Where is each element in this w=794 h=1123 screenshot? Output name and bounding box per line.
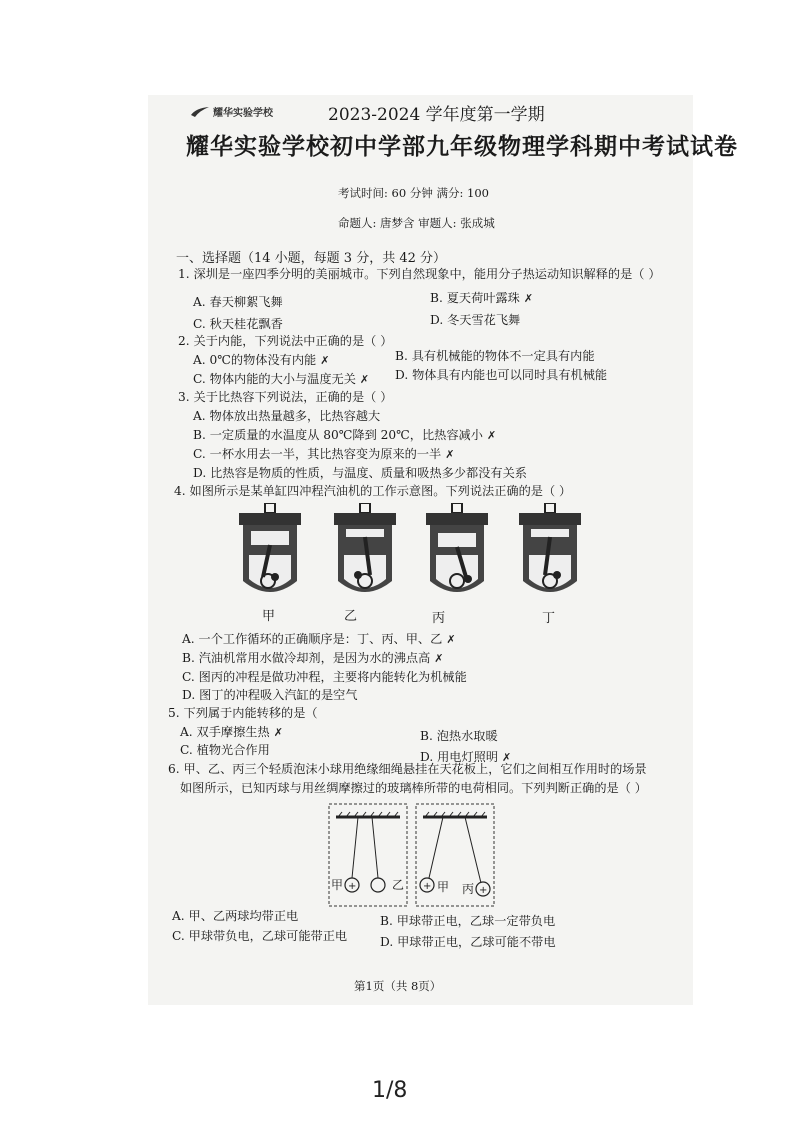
question-2-option-c: C. 物体内能的大小与温度无关 ✗ <box>193 372 370 386</box>
engine-label-ding: 丁 <box>542 611 556 626</box>
engine-label-yi: 乙 <box>344 609 358 624</box>
question-4-option-a: A. 一个工作循环的正确顺序是：丁、丙、甲、乙 ✗ <box>182 632 456 646</box>
option-text: B. 夏天荷叶露珠 <box>430 291 520 305</box>
question-5-option-d: D. 用电灯照明 ✗ <box>420 750 512 764</box>
question-6-stem-line-2: 如图所示，已知丙球与用丝绸摩擦过的玻璃棒所带的电荷相同。下列判断正确的是（ ） <box>180 781 647 795</box>
logo-text: 耀华实验学校 <box>213 108 273 119</box>
engine-diagram-bing <box>422 503 492 603</box>
exam-title: 耀华实验学校初中学部九年级物理学科期中考试试卷 <box>186 133 738 160</box>
ball-label-jia-1: 甲 <box>331 878 344 892</box>
question-4-option-c: C. 图丙的冲程是做功冲程，主要将内能转化为机械能 <box>182 670 467 684</box>
engine-label-jia: 甲 <box>262 609 276 624</box>
question-5-stem: 5. 下列属于内能转移的是（ <box>168 706 318 720</box>
engine-diagram-ding <box>515 503 585 603</box>
page-footer: 第1页（共 8页） <box>354 979 442 993</box>
question-6-option-b: B. 甲球带正电，乙球一定带负电 <box>380 914 556 928</box>
question-3-option-c: C. 一杯水用去一半，其比热容变为原来的一半 ✗ <box>193 447 455 461</box>
cross-mark-icon: ✗ <box>486 429 497 442</box>
question-6-stem-line-1: 6. 甲、乙、丙三个轻质泡沫小球用绝缘细绳悬挂在天花板上，它们之间相互作用时的场景 <box>168 762 647 776</box>
section-heading: 一、选择题（14 小题，每题 3 分，共 42 分） <box>176 251 447 266</box>
question-6-option-c: C. 甲球带负电，乙球可能带正电 <box>172 929 348 943</box>
cross-mark-icon: ✗ <box>320 354 330 367</box>
school-logo <box>190 104 273 119</box>
ball-label-bing: 丙 <box>462 882 475 896</box>
question-1-stem: 1. 深圳是一座四季分明的美丽城市。下列自然现象中，能用分子热运动知识解释的是（ ） <box>178 267 661 281</box>
academic-year: 2023-2024 学年度第一学期 <box>328 105 545 125</box>
question-5-option-a: A. 双手摩擦生热 ✗ <box>180 725 283 739</box>
engine-diagram-jia <box>235 503 305 603</box>
pendulum-diagram-jia-bing <box>415 803 495 907</box>
ball-label-yi: 乙 <box>392 878 405 892</box>
engine-diagram-yi <box>330 503 400 603</box>
logo-swoosh-icon <box>190 106 210 118</box>
exam-authors: 命题人: 唐梦含 审题人: 张成城 <box>338 216 495 230</box>
question-4-stem: 4. 如图所示是某单缸四冲程汽油机的工作示意图。下列说法正确的是（ ） <box>174 484 572 498</box>
svg-text:+: + <box>348 881 357 892</box>
question-6-option-a: A. 甲、乙两球均带正电 <box>172 909 299 923</box>
svg-text:+: + <box>479 885 488 896</box>
question-2-option-b: B. 具有机械能的物体不一定具有内能 <box>395 349 595 363</box>
cross-mark-icon: ✗ <box>502 751 512 764</box>
question-4-option-d: D. 图丁的冲程吸入汽缸的是空气 <box>182 688 358 702</box>
question-4-option-b: B. 汽油机常用水做冷却剂，是因为水的沸点高 ✗ <box>182 651 444 665</box>
question-5-option-c: C. 植物光合作用 <box>180 743 270 757</box>
ball-label-jia-2: 甲 <box>437 880 450 894</box>
question-3-option-b: B. 一定质量的水温度从 80℃降到 20℃，比热容减小 ✗ <box>193 428 497 442</box>
question-3-option-d: D. 比热容是物质的性质，与温度、质量和吸热多少都没有关系 <box>193 466 527 480</box>
question-1-option-d: D. 冬天雪花飞舞 <box>430 313 521 327</box>
cross-mark-icon: ✗ <box>434 652 444 665</box>
question-1-option-c: C. 秋天桂花飘香 <box>193 317 283 331</box>
question-6-option-d: D. 甲球带正电，乙球可能不带电 <box>380 935 556 949</box>
question-2-stem: 2. 关于内能，下列说法中正确的是（ ） <box>178 334 393 348</box>
question-1-option-b <box>430 289 533 306</box>
svg-text:+: + <box>423 881 432 892</box>
cross-mark-icon: ✗ <box>445 448 455 461</box>
question-3-option-a: A. 物体放出热量越多，比热容越大 <box>193 409 381 423</box>
question-2-option-d: D. 物体具有内能也可以同时具有机械能 <box>395 368 608 382</box>
page-indicator: 1/8 <box>372 1078 408 1103</box>
cross-mark-icon: ✗ <box>273 726 283 739</box>
cross-mark-icon: ✗ <box>359 373 370 386</box>
cross-mark-icon: ✗ <box>523 292 534 305</box>
question-3-stem: 3. 关于比热容下列说法，正确的是（ ） <box>178 390 393 404</box>
question-5-option-b: B. 泡热水取暖 <box>420 729 498 743</box>
exam-time: 考试时间: 60 分钟 满分: 100 <box>338 186 489 200</box>
engine-label-bing: 丙 <box>432 611 446 626</box>
question-2-option-a: A. 0℃的物体没有内能 ✗ <box>193 353 330 367</box>
question-1-option-a: A. 春天柳絮飞舞 <box>193 295 283 309</box>
cross-mark-icon: ✗ <box>446 633 456 646</box>
